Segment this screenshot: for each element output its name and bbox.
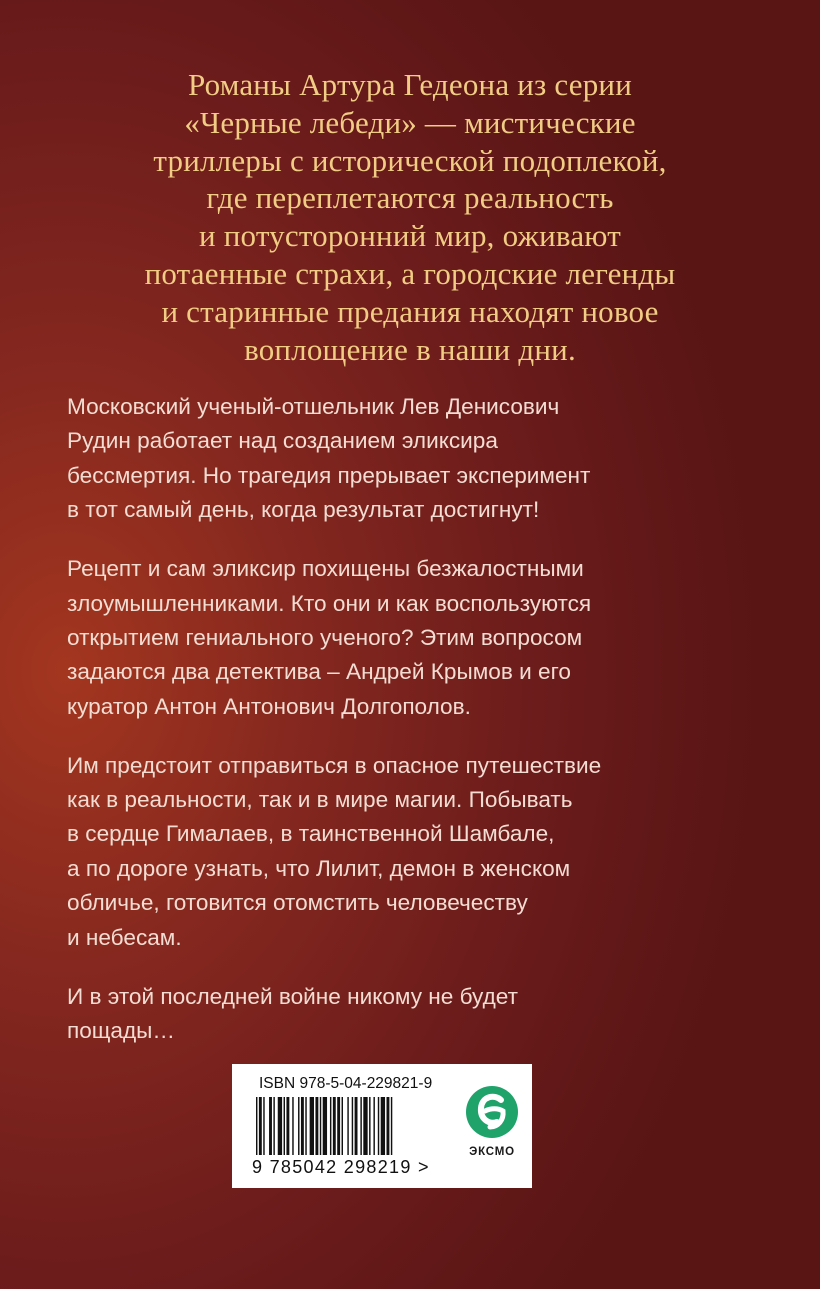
blurb-line: потаенные страхи, а городские легенды <box>144 255 676 291</box>
annotation-paragraph <box>67 552 767 724</box>
annotation-line: в сердце Гималаев, в таинственной Шамбале, <box>67 821 555 847</box>
eksmo-logo-icon <box>464 1080 520 1149</box>
barcode-bars <box>256 1097 444 1155</box>
blurb-line: и старинные предания находят новое <box>161 293 659 329</box>
annotation-line: и небесам. <box>67 924 182 950</box>
annotation-line: куратор Антон Антонович Долгополов. <box>67 693 471 719</box>
annotation-line: И в этой последней войне никому не будет <box>67 983 518 1009</box>
annotation-line: открытием гениального ученого? Этим вопросом <box>67 624 583 650</box>
isbn-label: ISBN 978-5-04-229821-9 <box>259 1075 433 1092</box>
blurb-line: где переплетаются реальность <box>206 180 614 216</box>
annotation-line: бессмертия. Но трагедия прерывает эксперимент <box>67 462 591 488</box>
series-blurb <box>90 66 730 368</box>
blurb-line: воплощение в наши дни. <box>244 331 576 367</box>
annotation-paragraph <box>67 980 767 1049</box>
annotation-line: Рудин работает над созданием эликсира <box>67 428 498 454</box>
annotation-line: задаются два детектива – Андрей Крымов и его <box>67 659 571 685</box>
annotation-line: Рецепт и сам эликсир похищены безжалостными <box>67 556 584 582</box>
blurb-line: «Черные лебеди» — мистические <box>184 104 636 140</box>
annotation-line: злоумышленниками. Кто они и как воспользуются <box>67 590 592 616</box>
blurb-line: триллеры с исторической подоплекой, <box>153 142 667 178</box>
annotation-line: в тот самый день, когда результат достигнут! <box>67 497 540 523</box>
barcode-digits: 9 785042 298219 > <box>252 1157 430 1177</box>
annotation-line: как в реальности, так и в мире магии. Побывать <box>67 787 573 813</box>
blurb-line: и потусторонний мир, оживают <box>199 218 621 254</box>
annotation-paragraph <box>67 390 767 528</box>
annotation-line: пощады… <box>67 1018 175 1043</box>
annotation-line: Московский ученый-отшельник Лев Денисович <box>67 394 560 419</box>
annotation-line: обличье, готовится отомстить человечеству <box>67 890 528 916</box>
barcode-panel <box>232 1064 532 1188</box>
blurb-line: Романы Артура Гедеона из серии <box>187 67 633 102</box>
publisher-name: ЭКСМО <box>469 1146 515 1158</box>
annotation-paragraph <box>67 749 767 955</box>
annotation-line: а по дороге узнать, что Лилит, демон в женском <box>67 855 571 881</box>
annotation-line: Им предстоит отправиться в опасное путешествие <box>67 752 602 778</box>
book-annotation <box>67 390 767 1073</box>
